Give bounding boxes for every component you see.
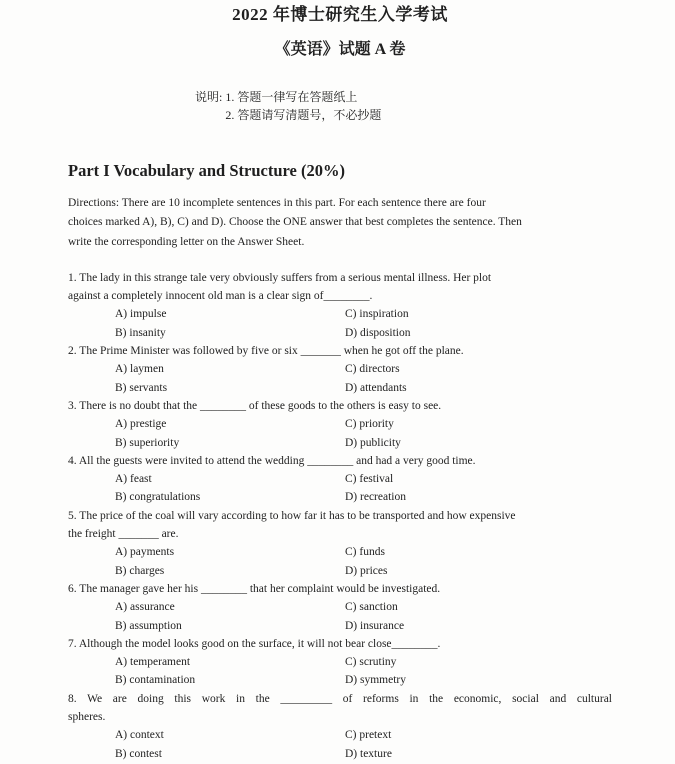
option-d: D) insurance (345, 619, 405, 632)
question-stem: 7. Although the model looks good on the surface, it will not bear close________. (68, 637, 441, 650)
question-stem: 3. There is no doubt that the ________ of these goods to the others is easy to see. (68, 399, 442, 412)
option-row (68, 671, 612, 689)
option-b: B) contamination (115, 674, 196, 687)
option-row (68, 305, 612, 323)
option-d: D) publicity (345, 436, 401, 449)
option-a: A) context (115, 729, 164, 742)
option-row (68, 360, 612, 378)
option-b: B) assumption (115, 619, 182, 632)
part1-heading: Part I Vocabulary and Structure (20%) (68, 161, 345, 180)
question-3 (68, 397, 612, 452)
option-row (68, 745, 612, 763)
option-d: D) disposition (345, 326, 411, 339)
option-row (68, 470, 612, 488)
question-stem: against a completely innocent old man is a clear sign of________. (68, 290, 373, 303)
question-stem: 6. The manager gave her his ________ that her complaint would be investigated. (68, 582, 441, 595)
option-d: D) attendants (345, 381, 407, 394)
question-list (68, 269, 612, 763)
part1-directions (68, 194, 612, 252)
option-b: B) congratulations (115, 491, 201, 504)
option-a: A) impulse (115, 308, 167, 321)
option-a: A) payments (115, 546, 175, 559)
exam-notes (195, 88, 612, 124)
question-4 (68, 452, 612, 507)
option-row (68, 379, 612, 397)
question-2 (68, 342, 612, 397)
option-row (68, 598, 612, 616)
option-b: B) contest (115, 747, 162, 760)
option-a: A) temperament (115, 656, 191, 669)
option-d: D) prices (345, 564, 388, 577)
question-stem: 5. The price of the coal will vary according to how far it has to be transported and how expensive (68, 509, 516, 522)
option-a: A) prestige (115, 418, 167, 431)
option-a: A) feast (115, 473, 152, 486)
option-c: C) sanction (345, 601, 398, 614)
question-stem: 1. The lady in this strange tale very obviously suffers from a serious mental illness. Her plot (68, 271, 492, 284)
option-b: B) servants (115, 381, 168, 394)
option-c: C) funds (345, 546, 385, 559)
option-row (68, 726, 612, 744)
option-d: D) symmetry (345, 674, 407, 687)
option-row (68, 653, 612, 671)
directions-line: Directions: There are 10 incomplete sentences in this part. For each sentence there are four (68, 197, 486, 209)
option-row (68, 617, 612, 635)
option-b: B) insanity (115, 326, 166, 339)
notes-list (225, 88, 381, 124)
option-row (68, 324, 612, 342)
option-row (68, 488, 612, 506)
option-b: B) charges (115, 564, 165, 577)
option-c: C) festival (345, 473, 394, 486)
question-6 (68, 580, 612, 635)
question-1 (68, 269, 612, 342)
question-7 (68, 635, 612, 690)
option-c: C) pretext (345, 729, 392, 742)
exam-subtitle: 《英语》试题 A 卷 (274, 41, 406, 58)
option-b: B) superiority (115, 436, 180, 449)
option-c: C) priority (345, 418, 394, 431)
notes-label: 说明: (195, 90, 226, 104)
option-d: D) recreation (345, 491, 406, 504)
question-5 (68, 507, 612, 580)
option-row (68, 543, 612, 561)
note-line: 2. 答题请写清题号，不必抄题 (225, 108, 382, 122)
directions-line: write the corresponding letter on the Answer Sheet. (68, 235, 305, 248)
option-row (68, 434, 612, 452)
note-line: 1. 答题一律写在答题纸上 (225, 90, 358, 104)
question-stem: the freight _______ are. (68, 528, 179, 541)
question-stem: 8. We are doing this work in the _________ of reforms in the economic, social and cultural (68, 692, 612, 705)
directions-line: choices marked A), B), C) and D). Choose the ONE answer that best completes the sentence. Then (68, 216, 522, 229)
exam-title: 2022 年博士研究生入学考试 (232, 5, 448, 24)
option-row (68, 562, 612, 580)
option-c: C) inspiration (345, 308, 409, 321)
option-c: C) directors (345, 363, 400, 376)
question-stem: 4. All the guests were invited to attend the wedding ________ and had a very good time. (68, 454, 476, 467)
question-stem: spheres. (68, 711, 106, 724)
option-a: A) laymen (115, 363, 164, 376)
option-a: A) assurance (115, 601, 175, 614)
question-8 (68, 690, 612, 763)
option-c: C) scrutiny (345, 656, 397, 669)
option-row (68, 415, 612, 433)
question-stem: 2. The Prime Minister was followed by five or six _______ when he got off the plane. (68, 345, 464, 358)
option-d: D) texture (345, 747, 392, 760)
